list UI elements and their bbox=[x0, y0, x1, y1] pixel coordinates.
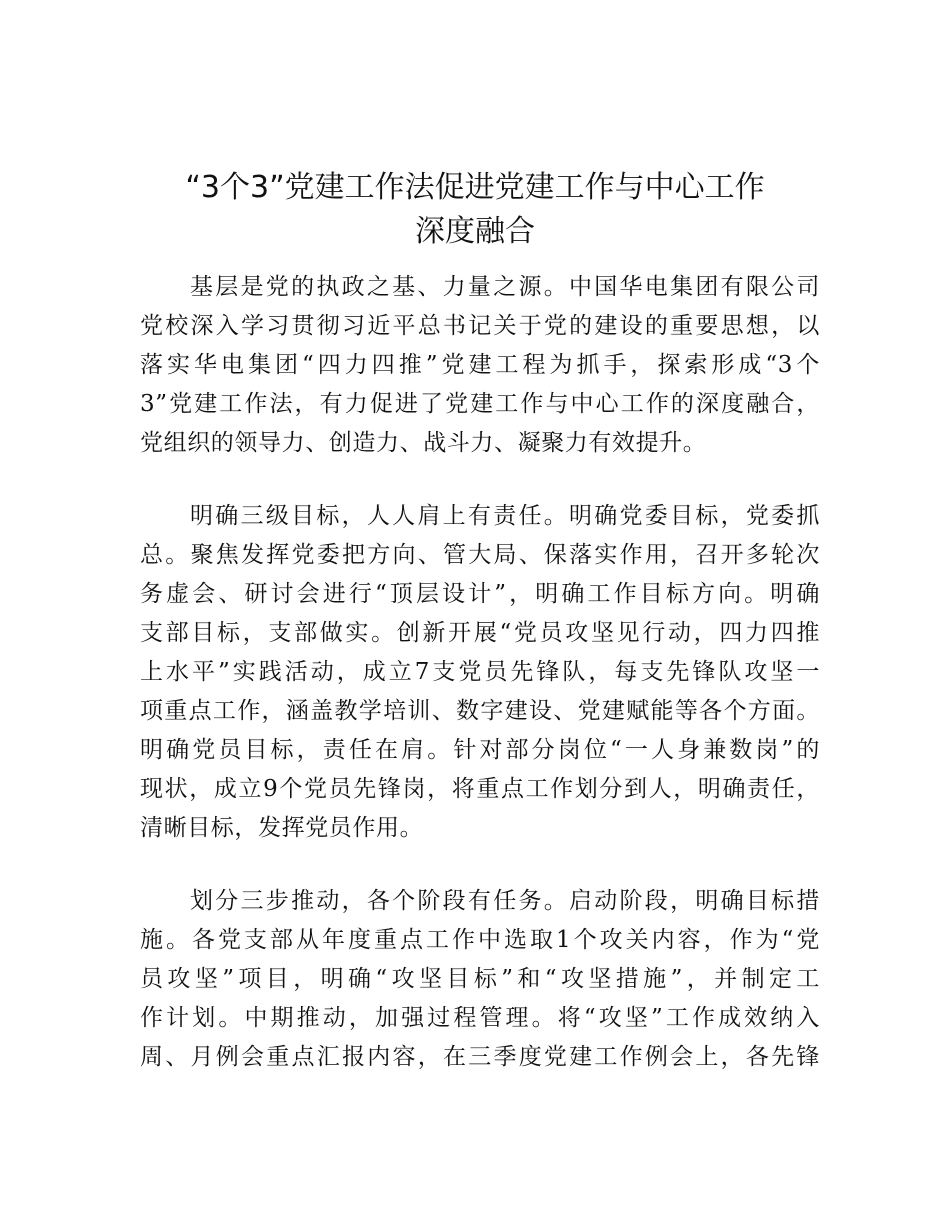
paragraph-intro bbox=[140, 268, 820, 463]
paragraph-line: 总。聚焦发挥党委把方向、管大局、保落实作用，召开多轮次 bbox=[140, 542, 820, 568]
paragraph-line: 务虚会、研讨会进行“顶层设计”，明确工作目标方向。明确 bbox=[140, 581, 820, 607]
paragraph-line: 现状，成立9个党员先锋岗，将重点工作划分到人，明确责任， bbox=[140, 776, 820, 802]
paragraph-line: 上水平”实践活动，成立7支党员先锋队，每支先锋队攻坚一 bbox=[140, 659, 820, 685]
document-title-line-2: 深度融合 bbox=[415, 214, 535, 249]
paragraph-line: 明确党员目标，责任在肩。针对部分岗位“一人身兼数岗”的 bbox=[140, 737, 820, 763]
paragraph-line: 明确三级目标，人人肩上有责任。明确党委目标，党委抓 bbox=[190, 503, 820, 529]
paragraph-line: 周、月例会重点汇报内容，在三季度党建工作例会上，各先锋 bbox=[140, 1044, 820, 1070]
paragraph-three-level-goals bbox=[140, 497, 820, 848]
paragraph-line: 作计划。中期推动，加强过程管理。将“攻坚”工作成效纳入 bbox=[140, 1005, 820, 1031]
paragraph-line: 党校深入学习贯彻习近平总书记关于党的建设的重要思想，以 bbox=[140, 313, 820, 339]
paragraph-line: 落实华电集团“四力四推”党建工程为抓手，探索形成“3个 bbox=[140, 352, 820, 378]
paragraph-line: 员攻坚”项目，明确“攻坚目标”和“攻坚措施”，并制定工 bbox=[140, 966, 820, 992]
paragraph-line: 划分三步推动，各个阶段有任务。启动阶段，明确目标措 bbox=[190, 888, 820, 914]
document-title-line-1: “3个3”党建工作法促进党建工作与中心工作 bbox=[185, 170, 765, 205]
paragraph-line: 施。各党支部从年度重点工作中选取1个攻关内容，作为“党 bbox=[140, 927, 820, 953]
paragraph-line: 项重点工作，涵盖教学培训、数字建设、党建赋能等各个方面。 bbox=[140, 698, 820, 724]
paragraph-line: 基层是党的执政之基、力量之源。中国华电集团有限公司 bbox=[190, 274, 820, 300]
paragraph-three-steps bbox=[140, 882, 820, 1077]
paragraph-line: 3”党建工作法，有力促进了党建工作与中心工作的深度融合， bbox=[140, 391, 820, 417]
paragraph-line: 清晰目标，发挥党员作用。 bbox=[140, 815, 424, 841]
paragraph-line: 党组织的领导力、创造力、战斗力、凝聚力有效提升。 bbox=[140, 430, 707, 456]
paragraph-line: 支部目标，支部做实。创新开展“党员攻坚见行动，四力四推 bbox=[140, 620, 820, 646]
